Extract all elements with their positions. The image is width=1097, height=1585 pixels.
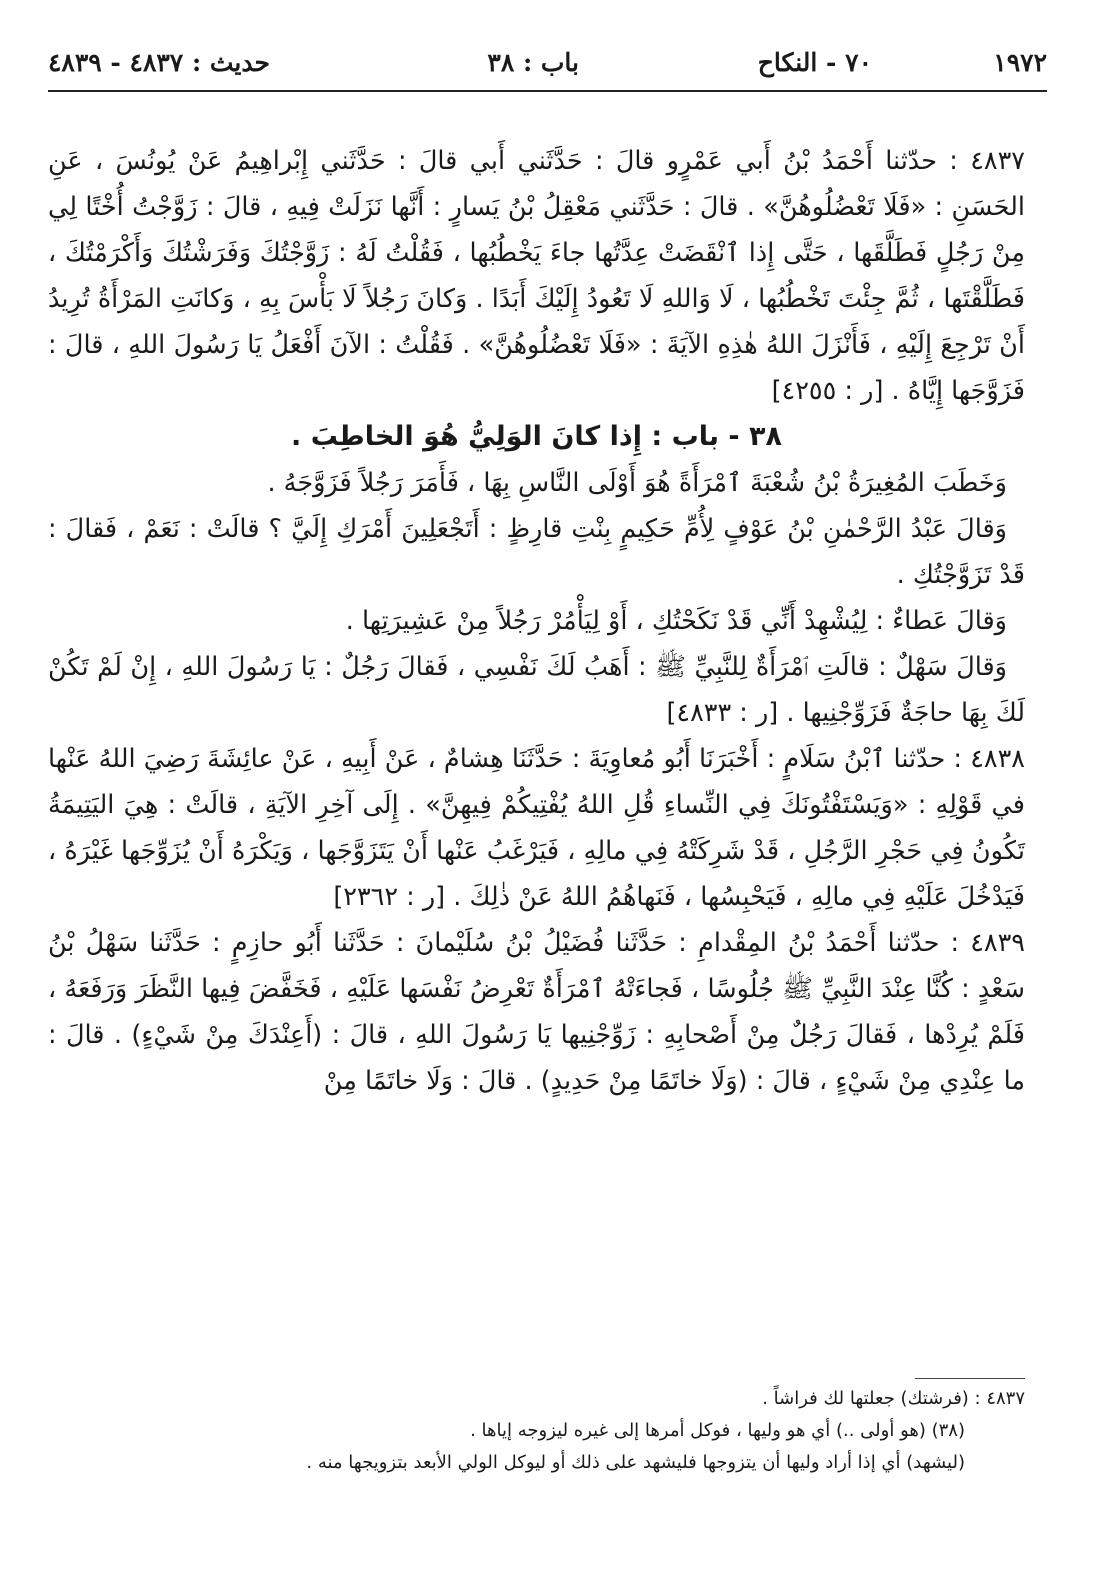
page-number: ١٩٧٢ [993, 48, 1047, 77]
chapter-number: باب : ٣٨ [487, 48, 579, 77]
paragraph-abdurrahman: وَقالَ عَبْدُ الرَّحْمٰنِ بْنُ عَوْفٍ لِأُمِّ حَكِيمٍ بِنْتِ قارِظٍ : أَتَجْعَلِينَ أَمْرَكِ إِلَيَّ ؟ قالَتْ : نَعَمْ ، فَقالَ : قَدْ تَزَوَّجْتُكِ . [48, 514, 1025, 590]
hadith-range: حديث : ٤٨٣٧ - ٤٨٣٩ [48, 48, 270, 77]
paragraph-sahl: وَقالَ سَهْلٌ : قالَتِ ٱمْرَأَةٌ لِلنَّبِيِّ ﷺ : أَهَبُ لَكَ نَفْسِي ، فَقالَ رَجُلٌ : يَا رَسُولَ اللهِ ، إِنْ لَمْ تَكُنْ لَكَ بِهَا حاجَةٌ فَزَوِّجْنِيها . [ر : ٤٨٣٣] [48, 652, 1025, 728]
footnote-38: (٣٨) (هو أولى ..) أي هو وليها ، فوكل أمرها إلى غيره ليزوجه إياها . [470, 1420, 965, 1441]
paragraph-ata: وَقالَ عَطاءٌ : لِيُشْهِدْ أَنِّي قَدْ نَكَحْتُكِ ، أَوْ لِيَأْمُرْ رَجُلاً مِنْ عَشِيرَتِها . [345, 606, 1007, 636]
hadith-4837: ٤٨٣٧ : حدّثنا أَحْمَدُ بْنُ أَبي عَمْرٍو قالَ : حَدَّثَني أَبي قالَ : حَدَّثَني إِبْراهِيمُ عَنْ يُونُسَ ، عَنِ الحَسَنِ : «فَلَا تَعْضُلُوهُنَّ» . قالَ : حَدَّثَني مَعْقِلُ بْنُ يَسارٍ : أَنَّها نَزَلَتْ فِيهِ ، قالَ : زَوَّجْتُ أُخْتًا لِي مِنْ رَجُلٍ فَطَلَّقَها ، حَتَّى إِذا ٱنْقَضَتْ عِدَّتُها جاءَ يَخْطُبُها ، فَقُلْتُ لَهُ : زَوَّجْتُكَ وَفَرَشْتُكَ وَأَكْرَمْتُكَ ، فَطَلَّقْتَها ، ثُمَّ جِئْتَ تَخْطُبُها ، لَا وَاللهِ لَا تَعُودُ إِلَيْكَ أَبَدًا . وَكانَ رَجُلاً لَا بَأْسَ بِهِ ، وَكانَتِ المَرْأَةُ تُرِيدُ أَنْ تَرْجِعَ إِلَيْهِ ، فَأَنْزَلَ اللهُ هٰذِهِ الآيَةَ : «فَلَا تَعْضُلُوهُنَّ» . فَقُلْتُ : الآنَ أَفْعَلُ يَا رَسُولَ اللهِ ، قالَ : فَزَوَّجَها إِيَّاهُ . [ر : ٤٢٥٥] [48, 146, 1025, 406]
paragraph-mughira: وَخَطَبَ المُغِيرَةُ بْنُ شُعْبَةَ ٱمْرَأَةً هُوَ أَوْلَى النَّاسِ بِهَا ، فَأَمَرَ رَجُلاً فَزَوَّجَهُ . [267, 468, 1007, 498]
running-header [48, 44, 1047, 92]
footnote-yushhid: (ليشهد) أي إذا أراد وليها أن يتزوجها فليشهد على ذلك أو ليوكل الولي الأبعد بتزويجها منه . [306, 1452, 965, 1473]
footnote-4837: ٤٨٣٧ : (فرشتك) جعلتها لك فراشاً . [762, 1388, 1025, 1409]
book-title: ٧٠ - النكاح [757, 48, 872, 77]
footnotes [200, 1378, 1025, 1479]
chapter-heading: ٣٨ - باب : إِذا كانَ الوَلِيُّ هُوَ الخاطِبَ . [291, 421, 782, 452]
main-text [48, 138, 1025, 1104]
hadith-4838: ٤٨٣٨ : حدّثنا ٱبْنُ سَلَامٍ : أَخْبَرَنَا أَبُو مُعاوِيَةَ : حَدَّثَنَا هِشامٌ ، عَنْ أَبِيهِ ، عَنْ عائِشَةَ رَضِيَ اللهُ عَنْها في قَوْلِهِ : «وَيَسْتَفْتُونَكَ فِي النِّساءِ قُلِ اللهُ يُفْتِيكُمْ فِيهِنَّ» . إِلَى آخِرِ الآيَةِ ، قالَتْ : هِيَ اليَتِيمَةُ تَكُونُ فِي حَجْرِ الرَّجُلِ ، قَدْ شَرِكَتْهُ فِي مالِهِ ، فَيَرْغَبُ عَنْها أَنْ يَتَزَوَّجَها ، وَيَكْرَهُ أَنْ يُزَوِّجَها غَيْرَهُ ، فَيَدْخُلَ عَلَيْهِ فِي مالِهِ ، فَيَحْبِسُها ، فَنَهاهُمُ اللهُ عَنْ ذٰلِكَ . [ر : ٢٣٦٢] [48, 744, 1025, 912]
footnote-divider [915, 1378, 1025, 1379]
hadith-4839: ٤٨٣٩ : حدّثنا أَحْمَدُ بْنُ المِقْدامِ : حَدَّثَنا فُضَيْلُ بْنُ سُلَيْمانَ : حَدَّثَنا أَبُو حازِمٍ : حَدَّثَنا سَهْلُ بْنُ سَعْدٍ : كُنَّا عِنْدَ النَّبِيِّ ﷺ جُلُوسًا ، فَجاءَتْهُ ٱمْرَأَةٌ تَعْرِضُ نَفْسَها عَلَيْهِ ، فَخَفَّضَ فِيها النَّظَرَ وَرَفَعَهُ ، فَلَمْ يُرِدْها ، فَقالَ رَجُلٌ مِنْ أَصْحابِهِ : زَوِّجْنِيها يَا رَسُولَ اللهِ ، قالَ : (أَعِنْدَكَ مِنْ شَيْءٍ) . قالَ : ما عِنْدِي مِنْ شَيْءٍ ، قالَ : (وَلَا خاتَمًا مِنْ حَدِيدٍ) . قالَ : وَلَا خاتَمًا مِنْ [48, 928, 1025, 1096]
